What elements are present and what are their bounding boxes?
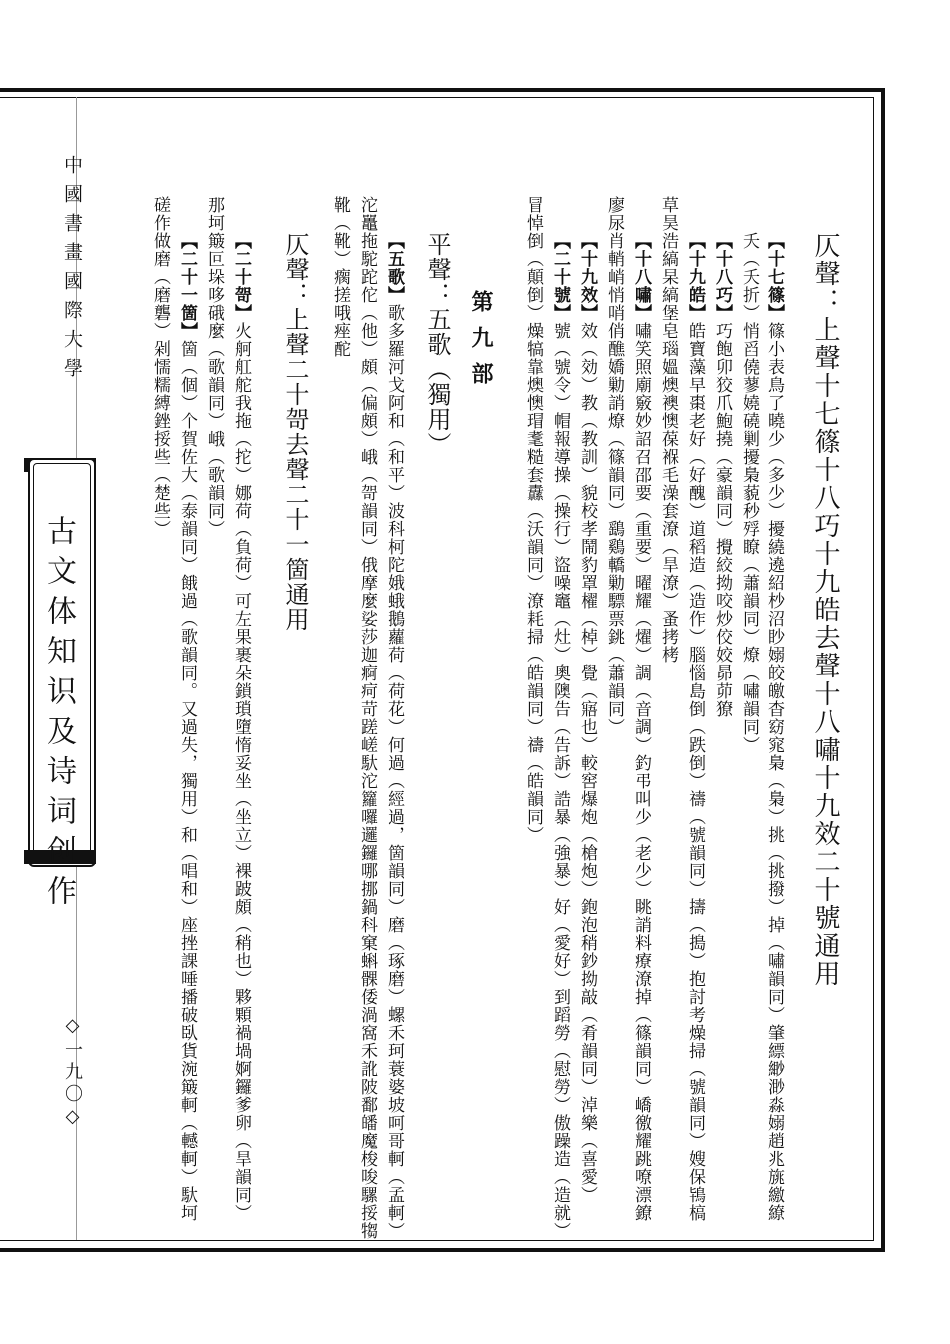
rime-chars: 歌多羅河戈阿和（和平）波科柯陀娥蛾鵝蘿荷（荷花）何過（經過，箇韻同）磨（琢磨）螺禾珂蓑婆坡呵哥軻（孟軻） <box>384 304 404 1240</box>
page-number: ◇一九〇◇ <box>62 1015 83 1131</box>
rime-row <box>178 232 195 1222</box>
page-border-bottom <box>0 1248 885 1252</box>
rime-row <box>605 196 622 736</box>
rime-chars: 那坷簸叵垛哆硪麼（歌韻同）峨（歌韻同） <box>204 196 224 538</box>
rime-row <box>232 232 249 1222</box>
spine-school-name: 中國書畫國際大學 <box>61 155 83 387</box>
rime-row <box>578 232 595 1204</box>
rime-chars: 靴（靴）瘸搓哦痤酡 <box>330 196 350 358</box>
rime-row <box>205 196 222 538</box>
inner-border-right <box>873 97 874 1241</box>
rime-chars: 箇（個）个賀佐大（泰韻同）餓過（歌韻同。又過失，獨用）和（唱和）座挫課唾播破臥貨涴簸軻（轗軻）馱坷 <box>177 340 197 1222</box>
rime-label: 【十九皓】 <box>685 232 705 322</box>
section-heading-ping-ge: 平聲：五歌（獨用） <box>423 232 451 457</box>
rime-chars: 沱鼉拖駝跎佗（他）頗（偏頗）峨（哿韻同）俄摩麼娑莎迦痾疴苛蹉嵯馱沱籮囉邏鑼哪挪鍋科窠蝌髁倭渦窩禾訛陂鄱皤魔梭唆騾挼犓 <box>357 196 377 1240</box>
rime-row <box>659 196 676 664</box>
rime-chars: 廖尿肖輎峭悄哨俏醮嬌勦誚燎（篠韻同）鷂鷄轎勦驃票銚（蕭韻同） <box>604 196 624 736</box>
rime-label: 【二十哿】 <box>231 232 251 322</box>
page-border-top <box>0 88 885 92</box>
rime-label: 【十八巧】 <box>712 232 732 322</box>
rime-chars: 冒悼倒（顛倒）燥犒靠燠懊瑁耄糙套纛（沃韻同）潦耗掃（皓韻同）禱（皓韻同） <box>523 196 543 844</box>
rime-chars: 效（効）教（教訓）貌校孝鬧豹罩櫂（棹）覺（寤也）較窖爆炮（槍炮）鉋泡稍鈔拗敲（肴韻同）淖樂（喜愛） <box>577 322 597 1204</box>
rime-row <box>686 232 703 1222</box>
rime-row <box>765 232 782 1222</box>
inner-border-top <box>0 97 874 98</box>
spine-book-title: 古文体知识及诗词创作 <box>41 515 76 915</box>
rime-chars: 火舸舡舵我拖（拕）娜荷（負荷）可左果裹朵鎖瑣墮惰妥坐（坐立）裸跛頗（稍也）夥顆禍堝婀鑼爹卵（旱韻同） <box>231 322 251 1222</box>
rime-chars: 巧飽卯狡爪鮑撓（豪韻同）攪絞拗咬炒佼姣昴茆獠 <box>712 322 732 718</box>
section-heading-ze-xiao: 仄聲：上聲十七篠十八巧十九皓去聲十八嘯十九效二十號通用 <box>810 232 840 988</box>
rime-label: 【二十一箇】 <box>177 232 197 340</box>
rime-row <box>713 232 730 718</box>
rime-label: 【十七篠】 <box>764 232 784 322</box>
rime-row <box>331 196 348 358</box>
section-heading-ze-ge: 仄聲：上聲二十哿去聲二十一箇通用 <box>281 232 309 632</box>
rime-chars: 篠小表鳥了曉少（多少）擾繞遶紹杪沼眇嫋皎皦杳窈窕梟（梟）挑（挑撥）掉（嘯韻同）肇縹緲渺淼嫋趙兆旐繳繚 <box>764 322 784 1222</box>
rime-label: 【二十號】 <box>550 232 570 322</box>
rime-chars: 草昊浩縞杲縞堡皂瑙媼燠襖懊葆褓毛澡套潦（旱潦）蚤拷栲 <box>658 196 678 664</box>
rime-chars: 皓寶藻早棗老好（好醜）道稻造（造作）腦惱島倒（跌倒）禱（號韻同）擣（搗）抱討考燥掃（號韻同）嫂保鴇槁 <box>685 322 705 1222</box>
rime-row <box>358 196 375 1240</box>
rime-row <box>551 232 568 1240</box>
inner-border-bottom <box>0 1240 874 1241</box>
rime-label: 【十八嘯】 <box>631 232 651 322</box>
rime-row <box>632 232 649 1222</box>
rime-chars: 嘯笑照廟竅妙詔召邵要（重要）曜耀（燿）調（音調）釣弔叫少（老少）眺誚料療潦掉（篠韻同）嶠徼耀跳嘹漂鐐 <box>631 322 651 1222</box>
rime-label: 【十九效】 <box>577 232 597 322</box>
rime-label: 【五歌】 <box>384 232 404 304</box>
rime-chars: 磋作做磨（磨礱）剁懦糯縛銼挼些（楚些） <box>150 196 170 538</box>
page-border-right <box>881 88 885 1250</box>
rime-row <box>151 196 168 538</box>
rime-chars: 號（號令）帽報導操（操行）盜噪竈（灶）奧隩告（告訴）誥暴（強暴）好（愛好）到蹈勞（慰勞）傲躁造（造就） <box>550 322 570 1240</box>
rime-chars: 夭（夭折）悄舀僥蓼嬈磽剿擾梟藐秒殍瞭（蕭韻同）燎（嘯韻同） <box>739 232 759 754</box>
rime-row <box>385 232 402 1240</box>
rime-row <box>740 232 757 754</box>
rime-row <box>524 196 541 844</box>
part-heading: 第九部 <box>468 290 494 398</box>
